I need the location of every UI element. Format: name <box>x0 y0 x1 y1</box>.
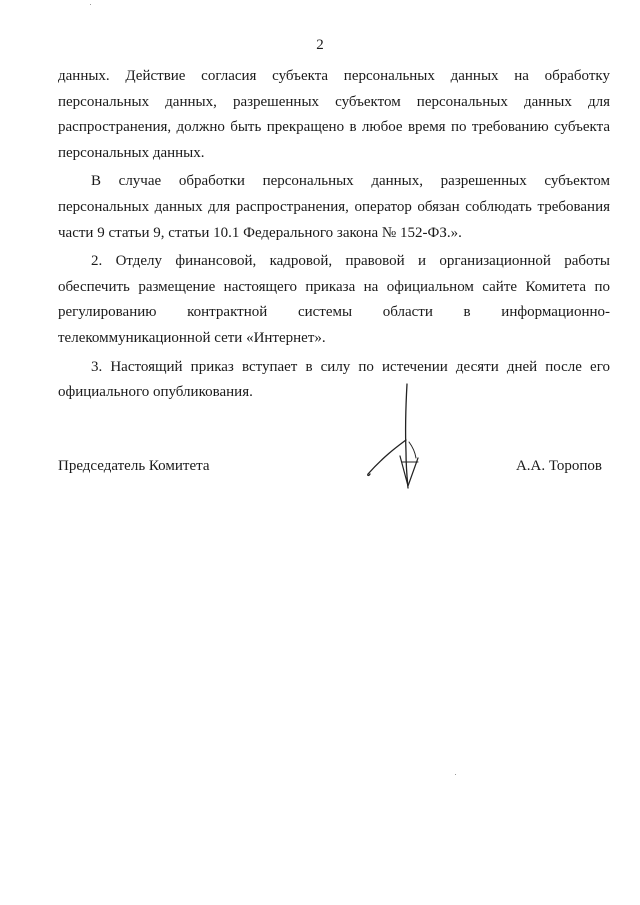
page-number: 2 <box>316 37 324 53</box>
paragraph-processing-requirements: В случае обработки персональных данных, разрешенных субъектом персональных данных для распространения, оператор обязан соблюдать требования части 9 статьи 9, статьи 10.1 Федерального закона № 152-ФЗ.». <box>58 173 610 241</box>
paragraph-continuation: данных. Действие согласия субъекта персональных данных на обработку персональных данных, разрешенных субъектом персональных данных для распространения, должно быть прекращено в любое время по требованию субъекта персональных данных. <box>58 68 610 161</box>
signatory-title: Председатель Комитета <box>58 458 210 474</box>
paragraph-item-3: 3. Настоящий приказ вступает в силу по истечении десяти дней после его официального опубликования. <box>58 358 610 401</box>
signatory-name: А.А. Торопов <box>515 458 602 474</box>
signature-block <box>58 456 610 476</box>
document-body <box>58 64 610 406</box>
paragraph-item-2: 2. Отделу финансовой, кадровой, правовой и организационной работы обеспечить размещение настоящего приказа на официальном сайте Комитета по регулированию контрактной системы области в информационно-телекоммуникационной сети «Интернет». <box>58 253 610 346</box>
scan-speck <box>90 4 91 5</box>
scan-speck <box>455 774 456 775</box>
